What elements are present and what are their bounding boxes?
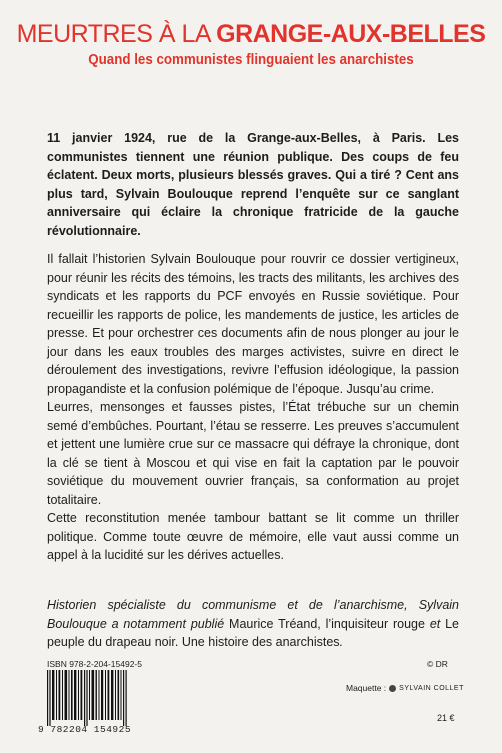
barcode-icon	[47, 670, 127, 726]
bio-text-2: et	[424, 616, 446, 631]
bio-book-2: Le peuple du drapeau noir. Une histoire des anarchistes	[47, 616, 460, 649]
intro-paragraph: 11 janvier 1924, rue de la Grange-aux-Belles, à Paris. Les communistes tiennent une réunion publique. Des coups de feu éclatent. Deux morts, plusieurs blessés graves. Qui a tiré ? Cent ans plus tard, Sylvain Boulouque reprend l’enquête sur ce sanglant anniversaire qui éclaire la chronique fratricide de la gauche révolutionnaire.	[47, 131, 459, 238]
bio-text-1: Historien spécialiste du communisme et de l’anarchisme, Sylvain Boulouque a notamment publié	[47, 598, 459, 631]
description-paragraph-3: Cette reconstitution menée tambour battant se lit comme un thriller politique. Comme toute œuvre de mémoire, elle vaut aussi comme un appel à la lucidité sur les dérives actuelles.	[47, 511, 459, 562]
isbn: ISBN 978-2-204-15492-5	[47, 659, 142, 669]
photo-credit: © DR	[427, 659, 448, 669]
cover-header	[0, 20, 502, 68]
bio-end: .	[339, 635, 344, 649]
book-subtitle: Quand les communistes flinguaient les anarchistes	[88, 52, 414, 68]
title-part-2: GRANGE-AUX-BELLES	[216, 20, 486, 48]
designer-name: SYLVAIN COLLET	[399, 684, 464, 692]
bio-book-1: Maurice Tréand, l’inquisiteur rouge	[229, 616, 425, 631]
maquette-credit	[346, 683, 464, 693]
description-paragraph-2: Leurres, mensonges et fausses pistes, l’État trébuche sur un chemin semé d’embûches. Pourtant, l’étau se resserre. Les preuves s’accumulent et jettent une lumière crue sur ce massacre qui défraye la chronique, dont la clé se tient à Moscou et qui vise en fait la captation par le pouvoir soviétique du mouvement ouvrier français, sa conformation au projet totalitaire.	[47, 400, 459, 507]
author-bio	[47, 596, 459, 652]
title-part-1: MEURTRES À LA	[16, 20, 217, 48]
barcode-number: 9 782204 154925	[38, 724, 132, 735]
designer-logo-icon	[389, 685, 396, 692]
price: 21 €	[437, 713, 455, 723]
description-paragraph-1: Il fallait l’historien Sylvain Boulouque pour rouvrir ce dossier vertigineux, pour réunir les récits des témoins, les tracts des militants, les archives des syndicats et les rapports du PCF envoyés en Russie soviétique. Pour recueillir les rapports de police, les mandements de justice, les articles de presse. Et pour orchestrer ces documents afin de nous plonger au jour le jour dans les eaux troubles des marges activistes, suivre en direct le déroulement des investigations, revivre l’effusion idéologique, la passion propagandiste et la confusion polémique de l’époque. Jusqu’au crime.	[47, 252, 459, 396]
book-title	[0, 20, 502, 49]
description	[47, 250, 459, 565]
maquette-label: Maquette :	[346, 683, 387, 693]
